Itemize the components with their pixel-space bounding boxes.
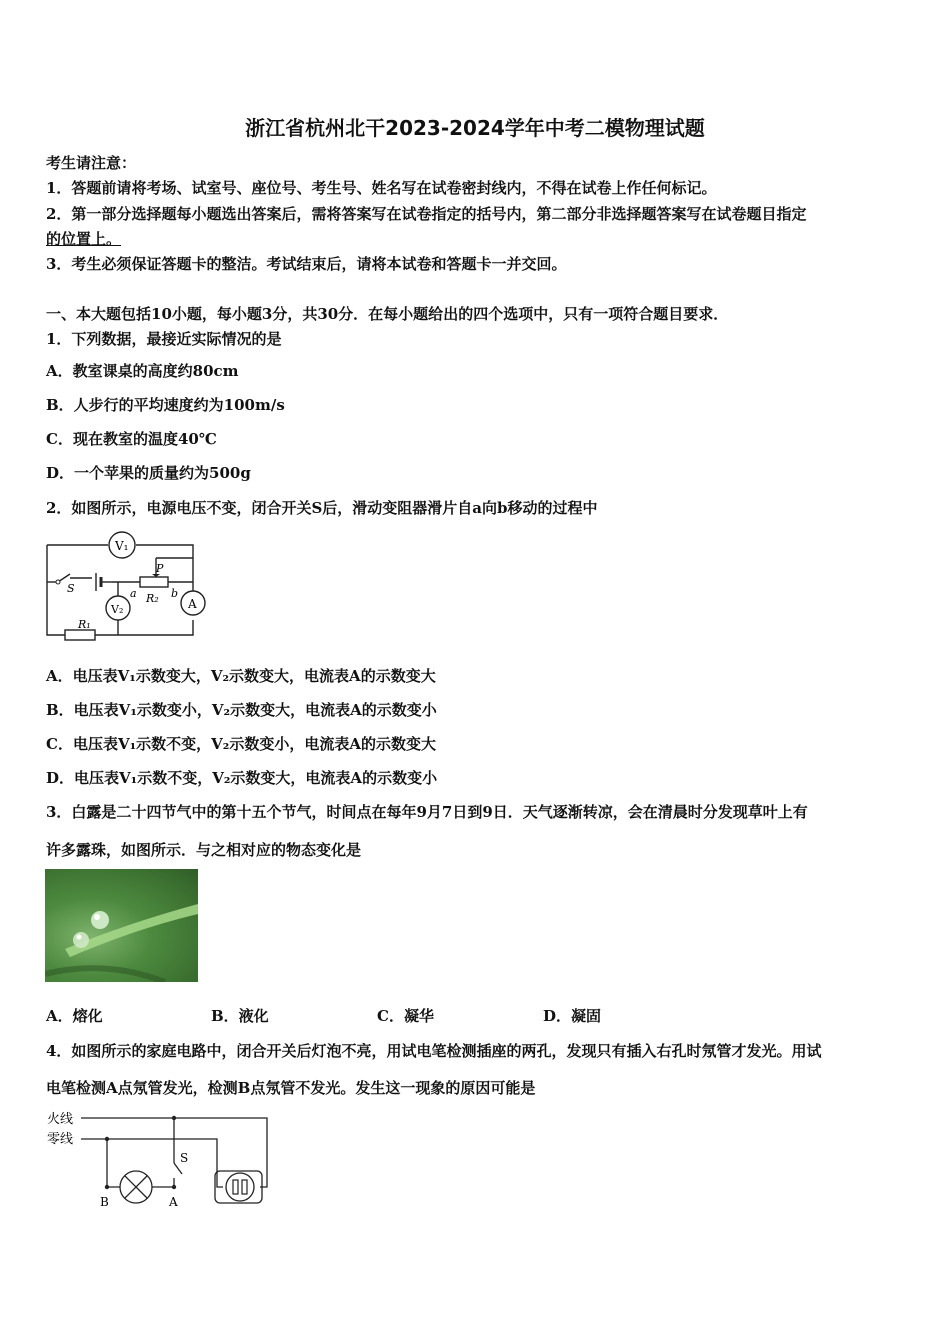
q3-stem-line1: 3．白露是二十四节气中的第十五个节气，时间点在每年9月7日到9日．天气逐渐转凉，会在清晨时分发现草叶上有 (46, 803, 808, 821)
q1-stem: 1．下列数据，最接近实际情况的是 (46, 330, 282, 348)
label-point-b: B (100, 1195, 109, 1209)
label-v1: V₁ (115, 539, 129, 553)
notice-item-2-cont: 的位置上。 (46, 230, 122, 248)
label-live-wire: 火线 (47, 1112, 74, 1127)
q4-household-circuit (45, 1108, 285, 1213)
label-switch-s: S (180, 1151, 189, 1165)
notice-item-2: 2．第一部分选择题每小题选出答案后，需将答案写在试卷指定的括号内，第二部分非选择题答案写在试卷题目指定 (46, 205, 807, 223)
q1-option-c: C．现在教室的温度40℃ (46, 430, 217, 448)
q3-option-b: B．液化 (211, 1007, 269, 1025)
label-neutral-wire: 零线 (47, 1132, 74, 1147)
label-v2: V₂ (111, 603, 124, 616)
notice-item-1: 1．答题前请将考场、试室号、座位号、考生号、姓名写在试卷密封线内，不得在试卷上作任何标记。 (46, 179, 717, 197)
q2-stem: 2．如图所示，电源电压不变，闭合开关S后，滑动变阻器滑片自a向b移动的过程中 (46, 499, 598, 517)
q2-circuit-diagram (40, 530, 215, 642)
q2-option-a: A．电压表V₁示数变大，V₂示数变大，电流表A的示数变大 (46, 667, 436, 685)
q3-stem-line2: 许多露珠，如图所示．与之相对应的物态变化是 (46, 841, 362, 859)
notice-heading: 考生请注意： (46, 154, 137, 172)
q2-option-b: B．电压表V₁示数变小，V₂示数变大，电流表A的示数变小 (46, 701, 437, 719)
socket-icon (226, 1173, 254, 1201)
q4-stem-line1: 4．如图所示的家庭电路中，闭合开关后灯泡不亮，用试电笔检测插座的两孔，发现只有插入右孔时氖管才发光。用试 (46, 1042, 822, 1060)
dew-grass-photo (45, 869, 198, 982)
q1-option-a: A．教室课桌的高度约80cm (46, 362, 239, 380)
label-s: S (67, 582, 75, 595)
label-b: b (171, 587, 179, 600)
q3-option-c: C．凝华 (377, 1007, 434, 1025)
notice-item-3: 3．考生必须保证答题卡的整洁。考试结束后，请将本试卷和答题卡一并交回。 (46, 255, 567, 273)
q1-option-b: B．人步行的平均速度约为100m/s (46, 396, 285, 414)
label-r2: R₂ (146, 592, 159, 605)
q4-stem-line2: 电笔检测A点氖管发光，检测B点氖管不发光。发生这一现象的原因可能是 (46, 1079, 536, 1097)
q3-option-a: A．熔化 (46, 1007, 103, 1025)
label-a: a (130, 587, 137, 600)
page-title: 浙江省杭州北干2023-2024学年中考二模物理试题 (245, 116, 705, 140)
section-heading: 一、本大题包括10小题，每小题3分，共30分．在每小题给出的四个选项中，只有一项符合题目要求． (46, 305, 729, 323)
q1-option-d: D．一个苹果的质量约为500g (46, 464, 251, 482)
q3-option-d: D．凝固 (543, 1007, 602, 1025)
label-p: P (156, 562, 164, 575)
label-r1: R₁ (78, 618, 91, 631)
label-point-a: A (169, 1195, 178, 1209)
label-ammeter: A (188, 597, 197, 611)
q2-option-c: C．电压表V₁示数不变，V₂示数变小，电流表A的示数变大 (46, 735, 436, 753)
q2-option-d: D．电压表V₁示数不变，V₂示数变大，电流表A的示数变小 (46, 769, 438, 787)
